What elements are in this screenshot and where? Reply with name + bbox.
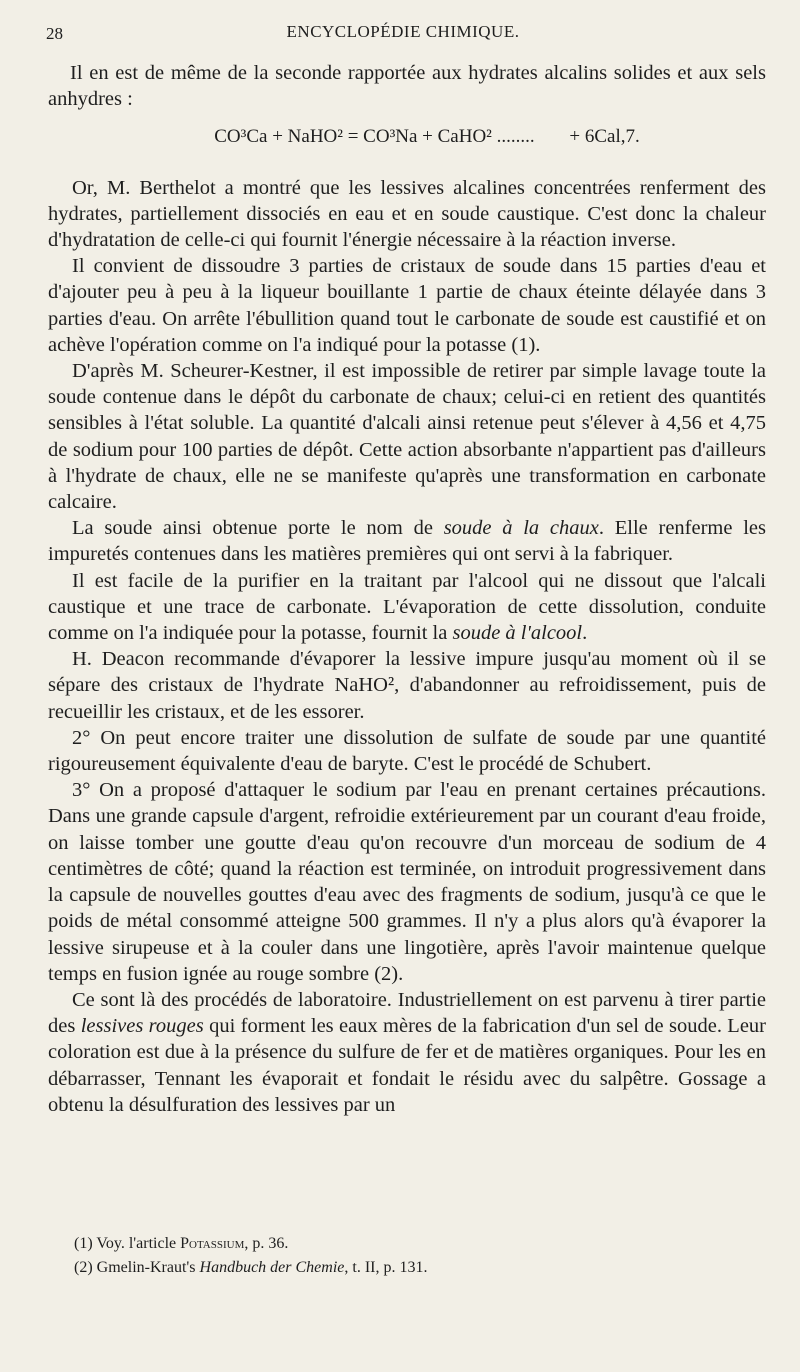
footnote-2-text: (2) Gmelin-Kraut's	[74, 1259, 200, 1276]
page-header	[46, 18, 760, 46]
footnote-1-smallcaps: Potassium	[180, 1235, 245, 1252]
chemical-equation	[48, 124, 766, 150]
page-body	[48, 60, 766, 1118]
paragraph-5-text: La soude ainsi obtenue porte le nom de	[72, 517, 444, 540]
paragraph-5	[48, 515, 766, 567]
paragraph-6-text: Il est facile de la purifier en la traitant par l'alcool qui ne dissout que l'alcali caustique et une trace de carbonate. L'évaporation de cette dissolution, conduite comme on l'a indiquée pour la potasse, fournit la	[48, 569, 766, 645]
paragraph-6-italic: soude à l'alcool	[452, 622, 583, 645]
paragraph-10-text: Ce sont là des procédés de laboratoire. Industriellement on est parvenu à tirer partie des	[48, 988, 766, 1038]
page-number: 28	[46, 24, 63, 43]
footnote-2-italic: Handbuch der Chemie	[199, 1259, 345, 1276]
running-title: ENCYCLOPÉDIE CHIMIQUE.	[286, 22, 520, 41]
paragraph-2: Or, M. Berthelot a montré que les lessives alcalines concentrées renferment des hydrates, partiellement dissociés en eau et en soude caustique. C'est donc la chaleur d'hydratation de celle-ci qui fournit l'énergie nécessaire à la réaction inverse.	[48, 176, 766, 252]
paragraph-6-text-end: .	[582, 622, 588, 645]
paragraph-9: 3° On a proposé d'attaquer le sodium par l'eau en prenant certaines précautions. Dans une grande capsule d'argent, refroidie extérieurement par un courant d'eau froide, on laisse tomber une goutte d'eau qu'on recouvre d'un morceau de sodium de 4 centimètres de côté; quand la réaction est terminée, on introduit progressivement dans la capsule de nouvelles gouttes d'eau avec des fragments de sodium, jusqu'à ce que le poids de métal consommé atteigne 500 grammes. Il n'y a plus alors qu'à évaporer la lessive sirupeuse et à la couler dans une lingotière, après l'avoir maintenue quelque temps en fusion ignée au rouge sombre (2).	[48, 779, 766, 985]
footnote-1-text-end: , p. 36.	[244, 1235, 289, 1252]
paragraph-3: Il convient de dissoudre 3 parties de cristaux de soude dans 15 parties d'eau et d'ajouter peu à peu à la liqueur bouillante 1 partie de chaux éteinte délayée dans 3 parties d'eau. On arrête l'ébullition quand tout le carbonate de soude est caustifié et on achève l'opération comme on l'a indiqué pour la potasse (1).	[48, 255, 766, 356]
paragraph-5-text-end: . Elle renferme les impuretés contenues dans les matières premières qui ont servi à la fabriquer.	[48, 517, 766, 566]
paragraph-7: H. Deacon recommande d'évaporer la lessive impure jusqu'au moment où il se sépare des cristaux de l'hydrate NaHO², d'abandonner au refroidissement, puis de recueillir les cristaux, et de les essorer.	[48, 648, 766, 723]
paragraph-10	[48, 987, 766, 1118]
equation-lhs: CO³Ca + NaHO² = CO³Na + CaHO² ........	[214, 126, 535, 148]
paragraph-4: D'après M. Scheurer-Kestner, il est impossible de retirer par simple lavage toute la soude contenue dans le dépôt du carbonate de chaux; celui-ci en retient des quantités sensibles à l'état soluble. La quantité d'alcali ainsi retenue peut s'élever à 4,56 et 4,75 de sodium pour 100 parties de dépôt. Cette action absorbante n'appartient pas d'ailleurs à l'hydrate de chaux, elle ne se manifeste qu'après une transformation en carbonate calcaire.	[48, 360, 766, 514]
footnote-2-text-end: , t. II, p. 131.	[344, 1259, 428, 1276]
paragraph-5-italic: soude à la chaux	[443, 517, 599, 540]
footnotes	[74, 1232, 760, 1280]
footnote-1-text: (1) Voy. l'article	[74, 1235, 181, 1252]
paragraph-8: 2° On peut encore traiter une dissolution de sulfate de soude par une quantité rigoureusement équivalente d'eau de baryte. C'est le procédé de Schubert.	[48, 726, 766, 776]
paragraph-6	[48, 568, 766, 647]
equation-rhs: + 6Cal,7.	[569, 126, 640, 148]
footnote-1	[74, 1232, 760, 1256]
footnote-2	[74, 1256, 760, 1280]
paragraph-10-italic: lessives rouges	[80, 1015, 204, 1038]
paragraph-1: Il en est de même de la seconde rapportée aux hydrates alcalins solides et aux sels anhydres :	[48, 62, 766, 111]
paragraph-10-text-end: qui forment les eaux mères de la fabrication d'un sel de soude. Leur coloration est due à la présence du sulfure de fer et de matières organiques. Pour les en débarrasser, Tennant les évaporait et fondait le résidu avec du salpêtre. Gossage a obtenu la désulfuration des lessives par un	[48, 1015, 767, 1116]
